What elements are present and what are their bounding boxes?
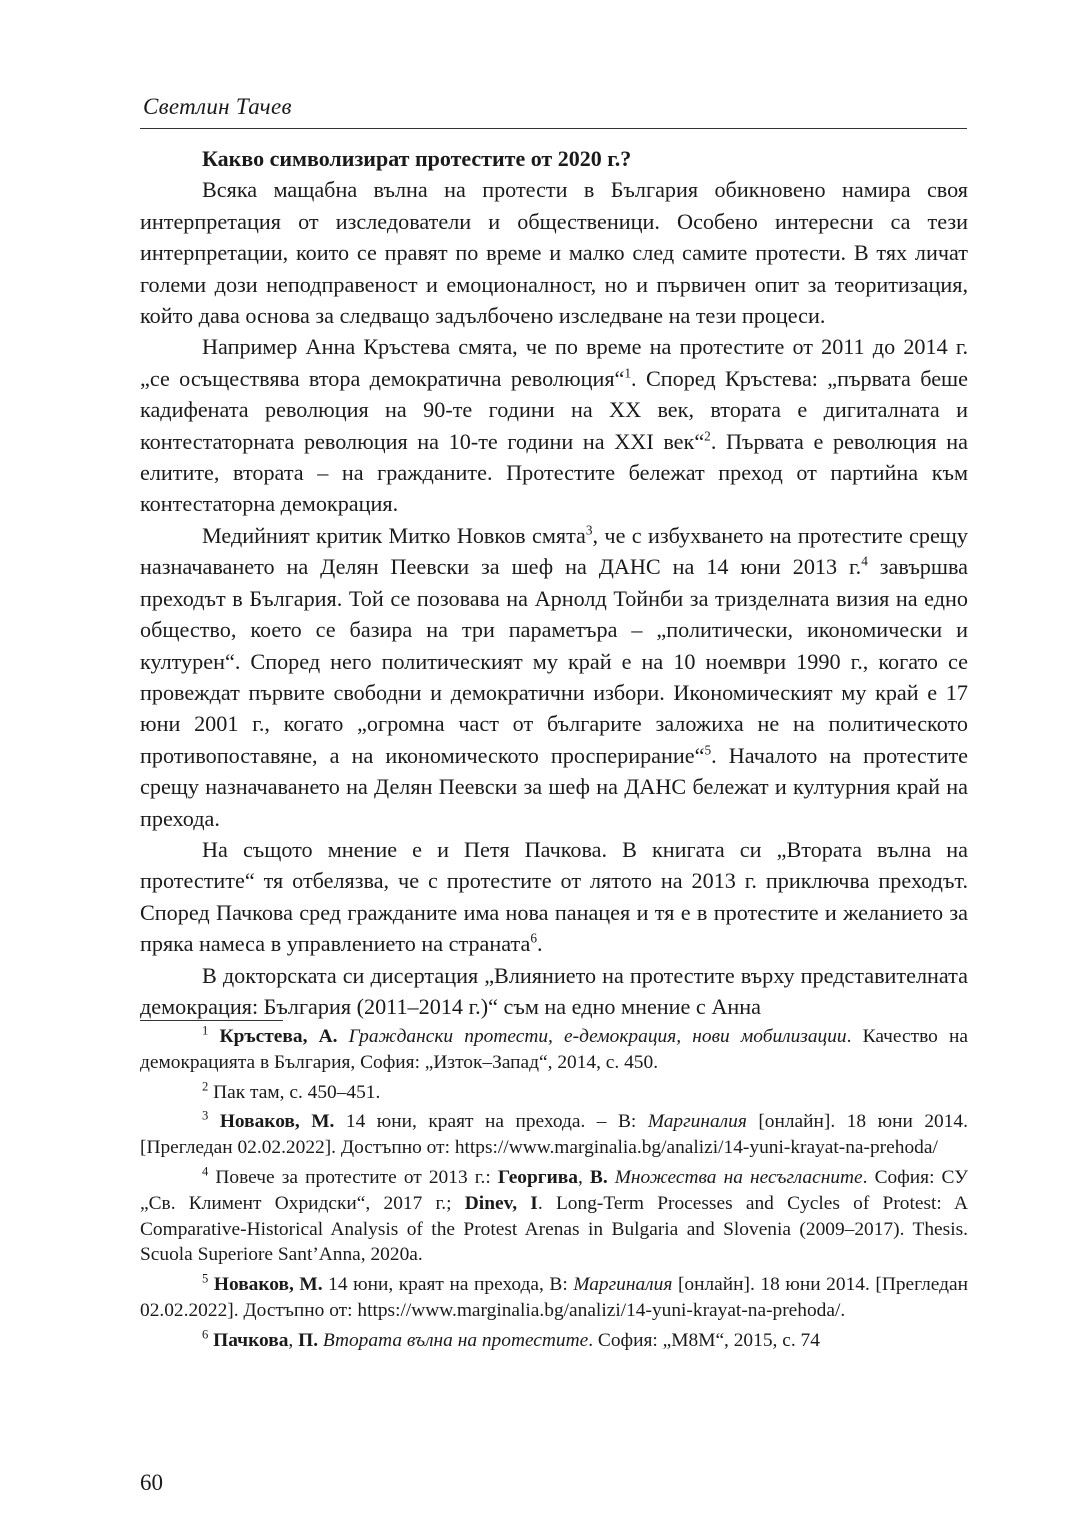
header-rule bbox=[140, 128, 967, 129]
page-number: 60 bbox=[140, 1470, 163, 1495]
footnote-5-link[interactable]: [онлайн]. 18 юни 2014. [Прегледан 02.02.2022]. Достъпно от: https://www.marginalia.bg/analizi/14-yuni-krayat-na-prehoda/. bbox=[140, 1274, 968, 1321]
footnote-ref-6[interactable]: 6 bbox=[530, 930, 538, 946]
footnote-4: $^4$ Повече за протестите от 2013 г.: Георгива, В. Множества на несъгласните. София: СУ „Св. Климент Охридски“, 2017 г.; Dinev, I. Long-Term Processes and Cycles of Protest: A Comparative-Historical Analysis of the Protest Arenas in Bulgaria and Slovenia (2009–2017). Thesis. Scuola Superiore Sant’Anna, 2020a. bbox=[140, 1164, 968, 1266]
footnote-5: $^5$ Новаков, М. 14 юни, краят на прехода, В: Маргиналия [онлайн]. 18 юни 2014. [Прегледан 02.02.2022]. Достъпно от: https://www.marginalia.bg/analizi/14-yuni-krayat-na-prehoda/. bbox=[140, 1271, 968, 1321]
running-head: Светлин Тачев bbox=[143, 94, 292, 119]
footnote-6: $^6$ Пачкова, П. Втората вълна на протестите. София: „М8М“, 2015, с. 74 bbox=[202, 1327, 820, 1351]
footnote-1: $^1$ Кръстева, А. Граждански протести, е-демокрация, нови мобилизации. Качество на демокрацията в България, София: „Изток–Запад“, 2014, с. 450. bbox=[140, 1023, 968, 1073]
footnote-3-link[interactable]: [онлайн]. 18 юни 2014. [Прегледан 02.02.2022]. Достъпно от: https://www.marginalia.bg/analizi/14-yuni-krayat-na-prehoda/ bbox=[140, 1111, 968, 1159]
footnote-ref-2[interactable]: 2 bbox=[704, 428, 711, 444]
body-text bbox=[140, 143, 968, 1022]
footnote-ref-4[interactable]: 4 bbox=[861, 553, 868, 569]
footnote-ref-3[interactable]: 3 bbox=[585, 522, 593, 538]
paragraph-3: Медийният критик Митко Новков смята$^3$, че с избухването на протестите срещу назначаването на Делян Пеевски за шеф на ДАНС на 14 юни 2013 г.$^4$ завършва преходът в България. Той се позовава на Арнолд Тойнби за тризделната визия на едно общество, което се базира на три параметъра – „политически, икономически и културен“. Според него политическият му край е на 10 ноември 1990 г., когато се провеждат първите свободни и демократични избори. Икономическият му край е 17 юни 2001 г., когато „огромна част от българите заложиха не на политическото противопоставяне, а на икономическото просперирание“$^5$. Началото на протестите срещу назначаването на Делян Пеевски за шеф на ДАНС бележат и културния край на прехода. bbox=[140, 522, 969, 831]
paragraph-1: Всяка мащабна вълна на протести в България обикновено намира своя интерпретация от изследователи и общественици. Особено интересни са тези интерпретации, които се правят по време и малко след самите протести. В тях личат големи дози неподправеност и емоционалност, но и първичен опит за теоритизация, който дава основа за следващо задълбочено изследване на тези процеси. bbox=[140, 177, 968, 329]
footnotes bbox=[140, 1024, 968, 1358]
footnote-ref-5[interactable]: 5 bbox=[704, 742, 712, 758]
paragraph-5: В докторската си дисертация „Влиянието на протестите върху представителната демокрация: България (2011–2014 г.)“ съм на едно мнение с Анна bbox=[140, 962, 968, 1019]
footnote-3: $^3$ Новаков, М. 14 юни, краят на прехода. – В: Маргиналия [онлайн]. 18 юни 2014. [Прегледан 02.02.2022]. Достъпно от: https://www.marginalia.bg/analizi/14-yuni-krayat-na-prehoda/ bbox=[140, 1108, 968, 1159]
footnote-rule bbox=[140, 1020, 283, 1021]
footnote-ref-1[interactable]: 1 bbox=[624, 365, 632, 381]
footnote-2: $^2$ Пак там, с. 450–451. bbox=[202, 1079, 381, 1103]
paragraph-4: На същото мнение е и Петя Пачкова. В книгата си „Втората вълна на протестите“ тя отбелязва, че с протестите от лятото на 2013 г. приключва преходът. Според Пачкова сред гражданите има нова панацея и тя е в протестите и желанието за пряка намеса в управлението на страната$^6$. bbox=[140, 836, 968, 957]
paragraph-2: Например Анна Кръстева смята, че по време на протестите от 2011 до 2014 г. „се осъществява втора демократична революция“$^1$. Според Кръстева: „първата беше кадифената революция на 90-те години на ХХ век, втората е дигиталната и контестаторната революция на 10-те години на ХХІ век“$^2$. Първата е революция на елитите, втората – на гражданите. Протестите бележат преход от партийна към контестаторна демокрация. bbox=[140, 334, 968, 517]
section-title: Какво символизират протестите от 2020 г.? bbox=[202, 146, 632, 171]
